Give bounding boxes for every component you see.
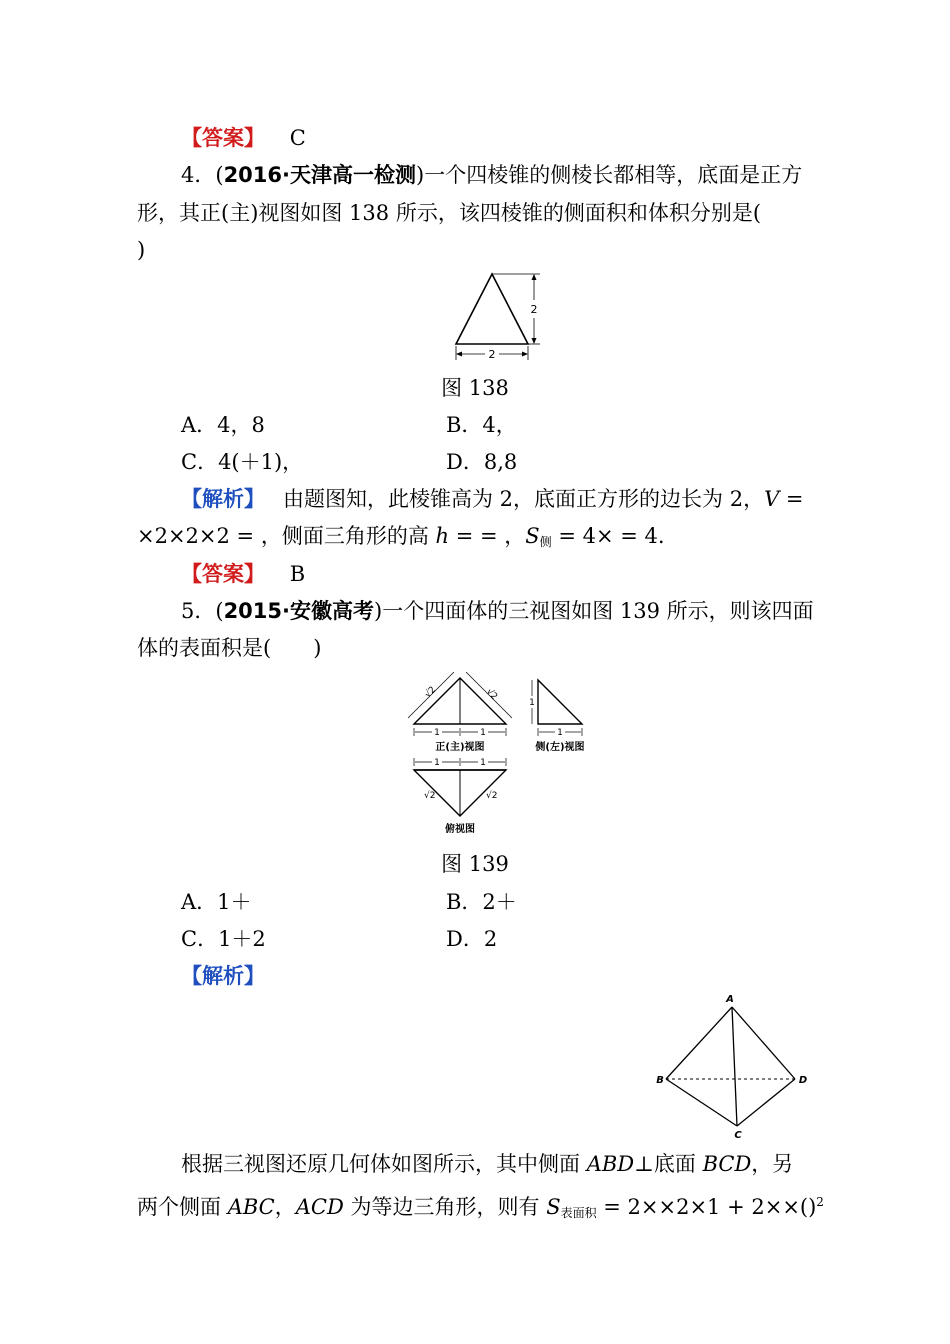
front-view-label: 正(主)视图 [435,742,485,753]
face-abc: ABC [227,1195,275,1219]
height-label: 2 [530,303,538,316]
arrow-left-icon [456,352,462,357]
analysis-text: = 2××2×1 + 2××() [596,1195,817,1219]
analysis-text: ， [274,1195,296,1219]
question-source: 2015·安徽高考 [223,599,374,623]
figure-139-caption: 图 139 [441,852,509,876]
sqrt2-label: √2 [483,687,500,703]
option-d: D．2 [446,927,498,951]
figure-139 [402,672,598,842]
vertex-b-label: B [656,1075,664,1086]
face-bcd: BCD [702,1152,752,1176]
vertex-d-label: D [798,1075,808,1086]
analysis-text: 为等边三角形，则有 [343,1195,547,1219]
option-c: C．1＋2 [181,927,266,951]
question-stem: )一个四棱锥的侧棱长都相等，底面是正方 [416,163,803,187]
option-b: B．2＋ [446,890,517,914]
one-label: 1 [557,728,563,738]
option-d: D．8,8 [446,450,518,474]
option-b: B．4， [446,413,517,437]
one-label: 1 [434,758,440,768]
question-number: 5．( [181,599,224,623]
figure-138-caption: 图 138 [441,376,509,400]
base-label: 2 [488,348,496,361]
option-c: C．4(＋1)， [181,450,304,474]
var-h: h [435,524,450,548]
answer-value: C [289,126,306,150]
analysis-text: 由题图知，此棱锥高为 2，底面正方形的边长为 2， [283,487,765,511]
one-label: 1 [529,698,535,708]
arrow-right-icon [522,352,528,357]
analysis-tag: 【解析】 [181,487,265,511]
var-s: S [525,524,540,548]
q5-stem-line1 [181,597,814,625]
top-view-label: 俯视图 [445,824,475,835]
one-label: 1 [480,728,486,738]
q5-analysis-line1 [181,1150,793,1178]
sqrt2-label: √2 [424,791,436,801]
q4-analysis-line2 [137,522,665,556]
var-s: S [546,1195,561,1219]
analysis-tag: 【解析】 [181,964,265,988]
analysis-text: ⊥底面 [634,1152,703,1176]
arrow-down-icon [532,338,537,344]
one-label: 1 [480,758,486,768]
q4-stem-line3: ) [137,238,146,262]
figure-138 [448,270,548,366]
option-a: A．1＋ [181,890,252,914]
analysis-text: = [779,487,804,511]
subscript: 侧 [539,535,552,549]
q5-stem-line2: 体的表面积是( ) [137,636,322,660]
q5-analysis-line2 [137,1188,824,1227]
analysis-text: = 4× = 4. [551,524,665,548]
top-view [414,758,506,835]
side-view [529,680,584,753]
analysis-text: ×2×2×2 = ，侧面三角形的高 [137,524,436,548]
analysis-text: = = ， [449,524,526,548]
subscript: 表面积 [560,1206,597,1220]
superscript: 2 [816,1195,824,1209]
q3-answer-line [181,124,306,152]
answer-tag: 【答案】 [181,126,265,150]
q5-analysis-tag-line [181,962,265,990]
question-source: 2016·天津高一检测 [223,163,416,187]
face-acd: ACD [295,1195,344,1219]
tetrahedron-figure [650,990,818,1140]
answer-tag: 【答案】 [181,562,265,586]
q4-stem-line1 [181,161,802,189]
q4-analysis-line1 [181,485,804,513]
vertex-a-label: A [726,994,734,1005]
var-v: V [764,487,780,511]
side-view-label: 侧(左)视图 [535,742,585,753]
q4-stem-line2: 形，其正(主)视图如图 138 所示，该四棱锥的侧面积和体积分别是( [137,201,762,225]
analysis-text: 根据三视图还原几何体如图所示，其中侧面 [181,1152,587,1176]
sqrt2-label: √2 [486,791,498,801]
question-number: 4．( [181,163,224,187]
option-a: A．4，8 [181,413,265,437]
vertex-c-label: C [734,1130,742,1140]
question-stem: )一个四面体的三视图如图 139 所示，则该四面 [374,599,814,623]
answer-value: B [289,562,306,586]
analysis-text: 两个侧面 [137,1195,228,1219]
sqrt2-label: √2 [423,684,439,701]
analysis-text: ，另 [751,1152,794,1176]
face-abd: ABD [586,1152,635,1176]
q4-answer-line [181,560,305,588]
arrow-up-icon [532,274,537,280]
one-label: 1 [434,728,440,738]
triangle-front-view [456,274,528,344]
front-view [408,672,512,753]
